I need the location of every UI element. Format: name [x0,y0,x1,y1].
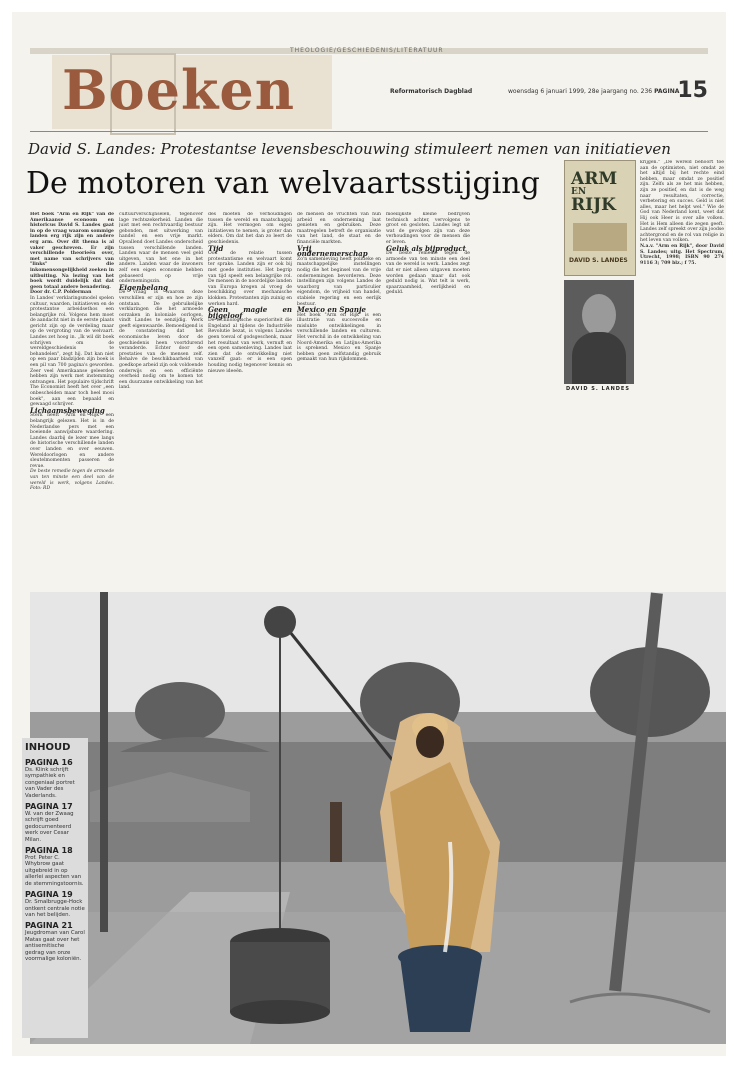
article-column-1 [30,212,114,590]
contents-item[interactable] [22,799,88,843]
book-cover-author: DAVID S. LANDES [569,257,628,264]
contents-item[interactable] [22,843,88,887]
contents-box [22,738,88,1038]
column-text: De beste remedie tegen de armoede van ten minste een deel van de wereld is werk. Landes zegt dat er niet alleen uitgaven moeten worden gedaan maar dat ook geduld nodig is. Wat telt is werk, spaarzaamheid, eerlijkheid en geduld. [386,251,470,296]
article-column-3 [208,212,292,590]
dateline: woensdag 6 januari 1999, 28e jaargang no. 236 PAGINA [508,88,680,95]
subheading: Geen magie en bijgeloof [208,305,292,320]
contents-item[interactable] [22,918,88,962]
article-byline: Door dr. C.P. Polderman [30,290,92,296]
photo-scene [30,592,726,1044]
header-strip-text: THEOLOGIE/GESCHIEDENIS/LITERATUUR [290,47,444,54]
portrait-caption: DAVID S. LANDES [566,386,630,392]
article-column-5 [386,212,470,590]
contents-description: W. van der Zwaag schrijft goed gedocumenteerd werk over Cesar Milan. [25,811,74,843]
article-headline: De motoren van welvaartsstijging [26,166,540,201]
portrait-body [572,332,626,384]
column-text: de mensen de vruchten van hun arbeid en onderneming laat genieten en gebruiken. Deze maatregelen betreft de organisatie van het land, de staat en de financiële markten. [297,212,381,245]
page-number: 15 [677,78,708,103]
photo-caption: De beste remedie tegen de armoede van ten minste een deel van de wereld is werk, volgens Landes. Foto: RD [30,469,114,492]
contents-page-label: PAGINA 16 [25,758,73,767]
portrait-face [582,294,616,336]
article-column-7 [640,160,724,590]
subheading: Geluk als bijproduct [386,243,466,253]
subheading: Eigenbelang [119,282,168,292]
page-header-info [390,80,720,110]
subheading: Tijd [208,243,224,253]
contents-page-label: PAGINA 18 [25,846,73,856]
column-text: krijgen." „De wereld behoort toe aan de optimisten, niet omdat ze het altijd bij het rechte eind hebben, maar omdat ze positief zijn. Zelfs als ze het mis hebben, zijn ze positief, en dat is de weg naar resultaten, correctie, verbetering en succes. Geld is niet alles, maar het helpt wel." Wie de God van Nederland kent, weet dat Hij ook Heer is over alle volken. Het is Hem alleen die zegen geeft. Landes zelf spreekt over zijn joodse achtergrond en de rol van religie in het leven van volken. [640,160,724,244]
column-text: Ook de relatie tussen protestantisme en welvaart komt ter sprake. Landen zijn er ook bij met goede instituties. Het begrip van tijd speelt een belangrijke rol. De mensen in de noordelijke landen van Europa kregen al vroeg de beschikking over mechanische klokken. Protestanten zijn zuinig en werken hard. [208,251,292,307]
column-text: De vraag is waarom deze verschillen er zijn en hoe ze zijn ontstaan. De gebruikelijke verklaringen die het armoede oorzaken in koloniale oorlogen, vindt Landes te eenzijdig. Werk geeft eigenwaarde. Bemoedigend is de constatering dat het economische leven door de geschiedenis heen voortdurend veranderde. Echter door de prestaties van de mensen zelf. Behalve de beschikbaarheid van goedkope arbeid zijn ook voldoende onderwijs en een efficiënte overheid nodig om te komen tot een duurzame ontwikkeling van het land. [119,290,203,391]
author-portrait [564,280,634,384]
book-credit: N.a.v. "Arm en Rijk", door David S. Landes; uitg. Het Spectrum, Utrecht, 1998; ISBN 90 274 9116 3; 709 blz.; f 75. [640,243,724,266]
column-text: cultuurverschijnselen, tegenover lage rechtszekerheid. Landen die juist met een rechtvaardig bestuur gebonden, met uitwerking van handel en een vrije markt. Opvallend doet Landes onderscheid tussen verschillende landen. Landen waar de mensen veel geld uitgeven, van het ene in het andere. Landen waar de inwoners zelf een eigen economie hebben gebaseerd op vrije ondernemingszin. [119,212,203,285]
column-text: De technologische superioriteit die Engeland al tijdens de Industriële Revolutie bezat, is volgens Landes geen toeval of godsgeschenk, maar het resultaat van werk, vernuft en een open samenleving. Landes laat zien dat de ontwikkeling niet vanzelf gaat: er is een open houding nodig tegenover kennis en nieuwe ideeën. [208,318,292,374]
column-text: moeilijkste kleine bedrijven technisch achter, vervolgens te groot en gesloten. Landes legt uit wat de gevolgen zijn van deze verhoudingen voor de mensen die er leven. [386,212,470,245]
book-cover-image [564,160,636,276]
book-cover-title: ARM EN RIJK [571,169,618,215]
article-column-6 [475,212,559,590]
header-rule [30,131,708,132]
subheading: Vrij ondernemerschap [297,243,368,259]
column-text: Sterk heeft "Arm en Rijk" een belangrijk gelezen. Het is in de Nederlandse pers met een boeiende aanwijsbare waardering. Landes daarbij de lezer mee langs de historische verschillende landen over landen en over eeuwen. Wereldoorlogen en andere sleutelmomenten passeren de revue. [30,413,114,469]
article-deck: David S. Landes: Protestantse levensbeschouwing stimuleert nemen van initiatieven [28,140,671,158]
contents-description: Ds. Klink schrijft sympathiek en congeniaal portret van Vader des Vaderlands. [25,767,75,799]
contents-page-label: PAGINA 19 [25,890,73,900]
column-text: des moeten de verhoudingen tussen de wereld en maatschappij zijn. Het vermogen om eigen initiatieven te nemen, is groter dan elders. Om dat het dan zo leert de geschiedenis. [208,212,292,245]
contents-item[interactable] [22,887,88,918]
contents-page-label: PAGINA 17 [25,802,73,812]
article-column-4 [297,212,381,590]
contents-description: Dr. Smalbrugge-Hock ontkent centrale notie van het belijden. [25,899,85,918]
article-photo [30,592,726,1044]
book-cover-map-illustration [573,223,627,251]
article-column-2 [119,212,203,590]
subheading: Lichaamsbeweging [30,405,105,415]
subheading: Mexico en Spanje [297,305,366,315]
contents-item[interactable] [22,755,88,799]
section-title: Boeken [62,58,296,122]
column-text: In Landes' verklaringsmodel spelen cultuur, waarden, initiatieven en de protestantse arbeidsethos een belangrijke rol. Volgens hem moet de aandacht niet in de eerste plaats gericht zijn op de verdeling maar op de vergroting van de welvaart. Landes zet hoog in. „Ik wil dit boek schrijven om de wereldgeschiedenis te behandelen", zegt hij. Dat kan niet op een paar bladzijden zijn boek is een pil van 700 pagina's geworden. Zeer veel Amerikaanse geleerden hebben zijn werk met instemming ontvangen. Het populaire tijdschrift The Economist heeft het over „een onbescheiden maar toch heel mooi boek", aan een bepaald en gewaagd schrijver. [30,295,114,408]
article-intro: Het boek "Arm en Rijk" van de Amerikaanse econoom en historicus David S. Landes gaat in op de vraag waarom sommige landen erg rijk zijn en andere erg arm. Over dit thema is al vaker geschreven. Er zijn verschillende theorieën over, met name van schrijvers van "links" die inkomensongelijkheid zoeken in uitbuiting. Na lezing van het boek wordt duidelijk dat dat geen totaal andere benadering. [30,212,114,290]
contents-title: INHOUD [25,742,71,753]
paper-name: Reformatorisch Dagblad [390,88,473,95]
column-text: Het boek "Arm en Rijk" is een illustratie van succesvolle en mislukte ontwikkelingen in verschillende landen en culturen. Het verschil in de ontwikkeling van Noord-Amerika en Latijns-Amerika is sprekend. Mexico en Spanje hebben geen zelfstandig gebruik gemaakt van hun rijkdommen. [297,312,381,363]
contents-page-label: PAGINA 21 [25,921,73,931]
column-text: Zo'n samenleving heeft politieke en maatschappelijke instellingen nodig die het beginsel van de vrije ondernemingen bevorderen. Deze instellingen zijn volgens Landes de waarborg van particulier eigendom, de vrijheid van handel, stabiele regering en een eerlijk bestuur. [297,256,381,307]
contents-description: Jeugdroman van Carol Matas gaat over het antisemitische gedrag van onze voormalige koloniën. [25,930,85,962]
contents-description: Prof. Peter C. Whybrow gaat uitgebreid in op allerlei aspecten van de stemmingstoornis. [25,855,84,887]
